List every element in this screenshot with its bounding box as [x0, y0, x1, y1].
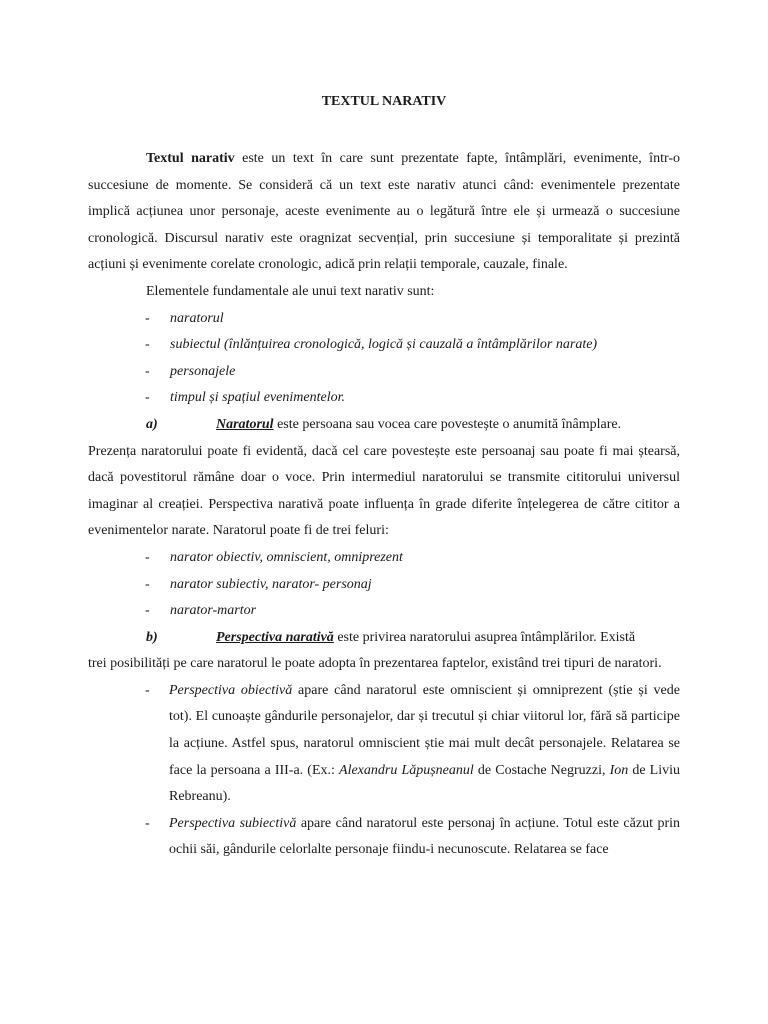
intro-term: Textul narativ: [146, 151, 235, 166]
perspective-objective: [169, 678, 680, 811]
example-author-2: de Liviu Rebreanu).: [169, 762, 681, 805]
elements-list: [88, 306, 680, 412]
section-a-term: Naratorul: [216, 416, 274, 432]
section-a-paragraph: Prezența naratorului poate fi evidentă, dacă cel care povestește este persoanaj sau poate fi mai ștearsă, dacă povestitorul rămâne doar o voce. Prin intermediul naratorului se transmite cititorului universul imaginar al creației. Perspectiva narativă poate influența în grade diferite înțelegerea de către cititor a evenimentelor narate. Naratorul poate fi de trei feluri:: [88, 443, 680, 539]
perspective-objective-text: apare când naratorul este omniscient și omniprezent (știe și vede tot). El cunoaște gândurile personajelor, dar și trecutul și chiar viitorul lor, fără să participe la acțiune. Astfel spus, naratorul omniscient știe mai mult decât personajele. Relatarea se face la persoana a III-a. (Ex.:: [169, 682, 680, 778]
list-item: - narator obiectiv, omniscient, omniprezent: [88, 545, 680, 572]
list-item: - narator subiectiv, narator- personaj: [88, 572, 680, 599]
section-b-first-line: este privirea naratorului asuprea întâmplărilor. Există: [333, 629, 636, 645]
list-item: - narator-martor: [88, 598, 680, 625]
intro-paragraph: [88, 146, 680, 279]
narrator-type-subjective: narator subiectiv, narator- personaj: [170, 576, 372, 592]
perspective-objective-name: Perspectiva obiectivă: [169, 682, 293, 698]
example-title-2: Ion: [609, 762, 629, 778]
example-author-1: de Costache Negruzzi,: [473, 762, 610, 778]
section-b-label: b): [146, 629, 158, 645]
section-a-label: a): [146, 416, 158, 432]
element-timpul: timpul și spațiul evenimentelor.: [170, 390, 345, 406]
list-item: - Perspectiva obiectivă apare când naratorul este omniscient și omniprezent (știe și vede tot). El cunoaște gândurile personajelor, dar și trecutul și chiar viitorul lor, fără să participe la acțiune. Astfel spus, naratorul omniscient știe mai mult decât personajele. Relatarea se face la persoana a III-a. (Ex.: Alexandru Lăpușneanul de Costache Negruzzi, Ion de Liviu Rebreanu).: [88, 678, 680, 811]
elements-intro: Elementele fundamentale ale unui text narativ sunt:: [146, 283, 435, 299]
section-a-heading: [88, 412, 680, 439]
element-subiectul: subiectul (înlănțuirea cronologică, logică și cauzală a întâmplărilor narate): [170, 337, 598, 353]
element-naratorul: naratorul: [170, 310, 224, 326]
section-b-paragraph: trei posibilități pe care naratorul le poate adopta în prezentarea faptelor, existând trei tipuri de naratori.: [88, 656, 662, 672]
list-item: - naratorul: [88, 306, 680, 333]
list-item: - timpul și spațiul evenimentelor.: [88, 385, 680, 412]
perspective-subjective: [169, 811, 680, 864]
list-item: - Perspectiva subiectivă apare când naratorul este personaj în acțiune. Totul este căzut prin ochii săi, gândurile celorlalte personaje fiindu-i necunoscute. Relatarea se face: [88, 811, 680, 864]
perspective-subjective-name: Perspectiva subiectivă: [169, 815, 297, 831]
narrator-types-list: [88, 545, 680, 625]
section-b-heading: [88, 625, 680, 652]
document-title: TEXTUL NARATIV: [321, 94, 447, 109]
intro-text: este un text în care sunt prezentate fapte, întâmplări, evenimente, într-o succesiune de momente. Se consideră că un text este narativ atunci când: evenimentele prezentate implică acțiunea unor personaje, aceste evenimente au o legătură între ele și urmează o succesiune cronologică. Discursul narativ este oragnizat secvențial, prin succesiune și temporalitate și prezintă acțiuni și evenimente corelate cronologic, adică prin relații temporale, cauzale, finale.: [88, 151, 681, 273]
narrator-type-witness: narator-martor: [170, 603, 257, 619]
narrator-type-objective: narator obiectiv, omniscient, omniprezent: [170, 549, 403, 565]
example-title-1: Alexandru Lăpușneanul: [339, 762, 474, 778]
element-personajele: personajele: [170, 363, 236, 379]
list-item: - personajele: [88, 359, 680, 386]
perspective-subjective-text: apare când naratorul este personaj în acțiune. Totul este căzut prin ochii săi, gândurile celorlalte personaje fiindu-i necunoscute. Relatarea se face: [169, 815, 681, 858]
list-item: - subiectul (înlănțuirea cronologică, logică și cauzală a întâmplărilor narate): [88, 332, 680, 359]
section-a-first-line: este persoana sau vocea care povestește o anumită înâmplare.: [273, 416, 622, 432]
section-b-term: Perspectiva narativă: [216, 629, 334, 645]
